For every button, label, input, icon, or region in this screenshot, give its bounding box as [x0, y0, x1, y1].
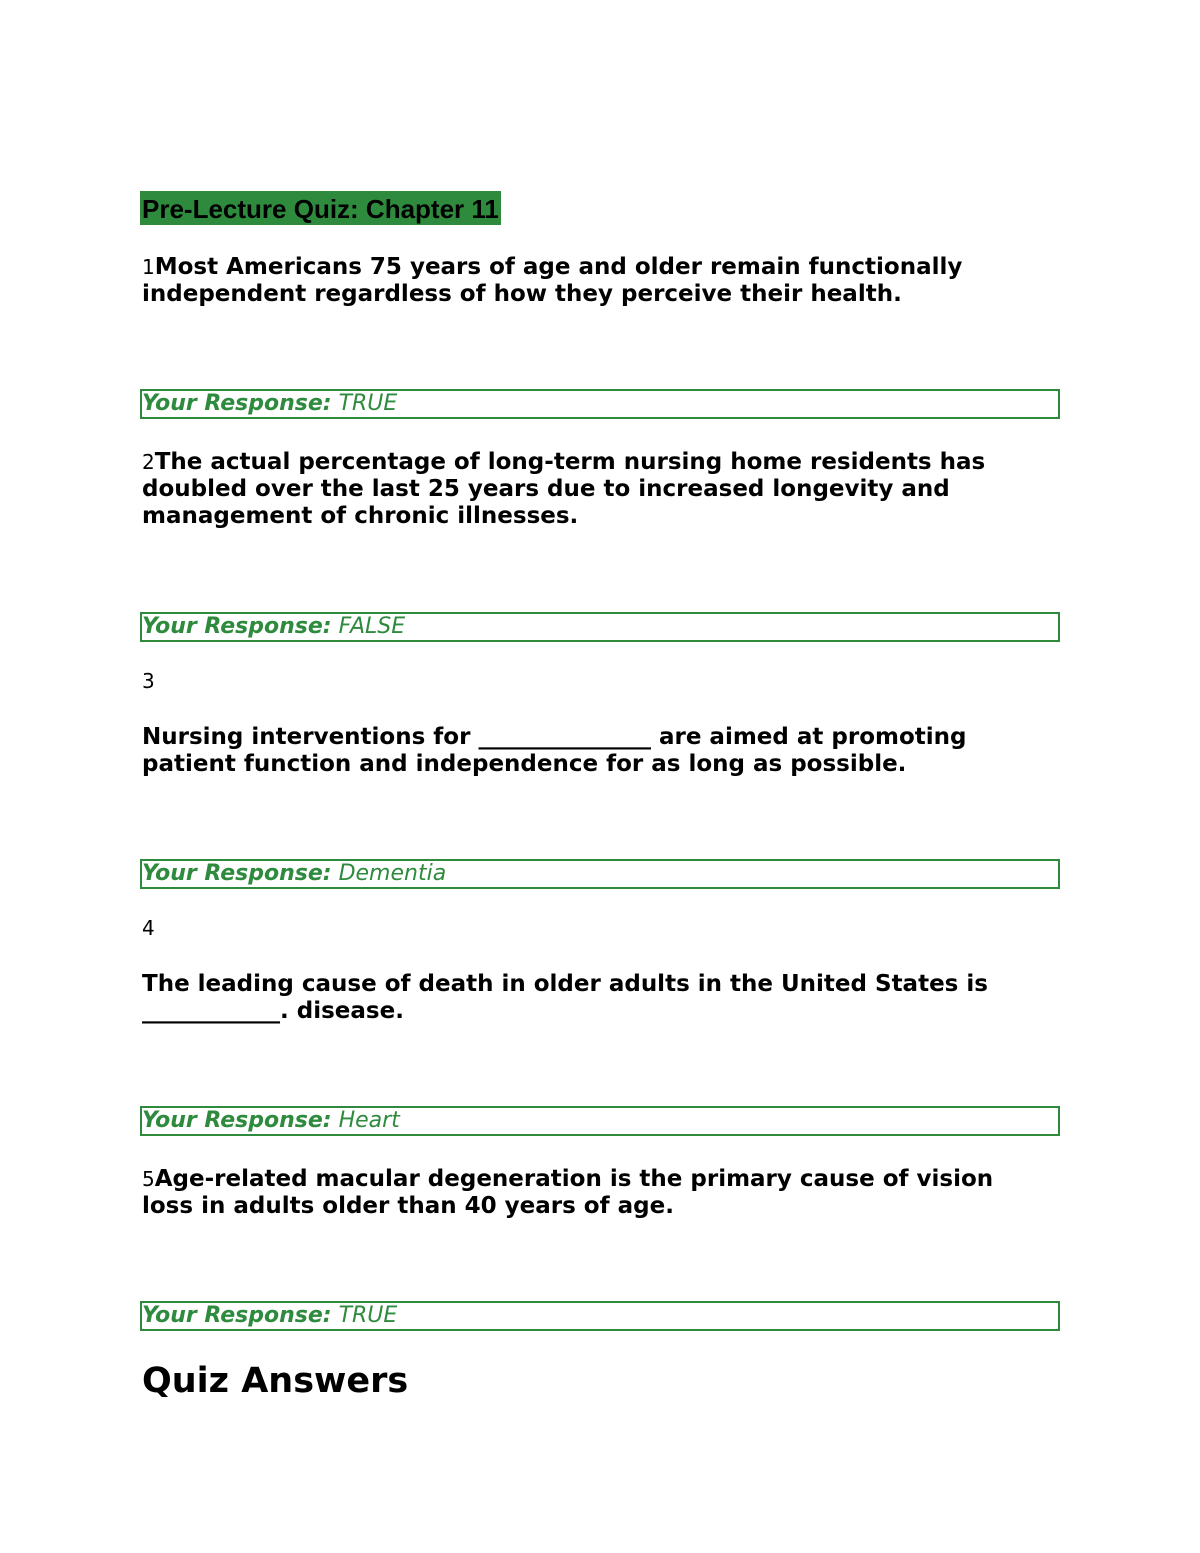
quiz-answers-heading: Quiz Answers: [142, 1361, 409, 1401]
question-4: [142, 971, 1042, 1025]
question-2: [142, 449, 1042, 530]
response-box-1: [140, 389, 1060, 419]
response-box-3: [140, 859, 1060, 889]
response-label: Your Response:: [142, 1108, 332, 1133]
question-number: 5: [142, 1167, 155, 1191]
response-value: FALSE: [338, 614, 406, 639]
response-value: TRUE: [338, 391, 398, 416]
question-number: 1: [142, 255, 155, 279]
question-5: [142, 1166, 1042, 1220]
question-text: The actual percentage of long-term nursing home residents has doubled over the last 25 years due to increased longevity and management of chronic illnesses.: [142, 449, 986, 529]
question-text: Nursing interventions for _______________ are aimed at promoting patient function and independence for as long as possible.: [142, 724, 967, 777]
response-label: Your Response:: [142, 1303, 332, 1328]
question-text: Most Americans 75 years of age and older remain functionally independent regardless of how they perceive their health.: [142, 254, 963, 307]
question-3: [142, 724, 1042, 778]
response-label: Your Response:: [142, 614, 332, 639]
response-value: Dementia: [338, 861, 447, 886]
response-label: Your Response:: [142, 861, 332, 886]
response-box-2: [140, 612, 1060, 642]
response-box-4: [140, 1106, 1060, 1136]
question-1: [142, 254, 1042, 308]
response-label: Your Response:: [142, 391, 332, 416]
quiz-title: Pre-Lecture Quiz: Chapter 11: [140, 191, 501, 225]
response-value: Heart: [338, 1108, 400, 1133]
question-number: 4: [142, 916, 155, 940]
response-value: TRUE: [338, 1303, 398, 1328]
question-number: 2: [142, 450, 155, 474]
question-text: Age-related macular degeneration is the primary cause of vision loss in adults older than 40 years of age.: [142, 1166, 994, 1219]
response-box-5: [140, 1301, 1060, 1331]
question-number: 3: [142, 669, 155, 693]
question-text: The leading cause of death in older adults in the United States is ____________. disease.: [142, 971, 988, 1024]
